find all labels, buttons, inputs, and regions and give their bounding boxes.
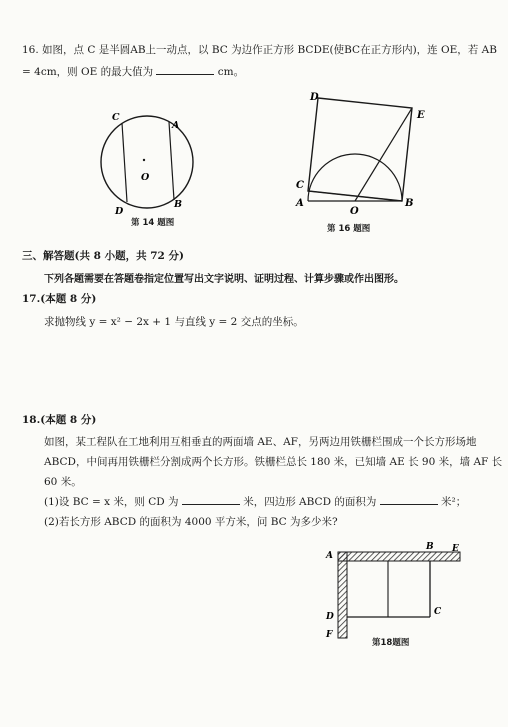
fig14-chord-cd — [122, 123, 127, 202]
figure-14 — [95, 102, 220, 232]
fig16-square — [308, 98, 412, 201]
fig16-label-e: E — [417, 110, 425, 121]
fig18-label-d: D — [326, 612, 334, 622]
fig14-center-dot — [143, 159, 145, 161]
section3-heading: 三、解答题(共 8 小题，共 72 分) — [22, 250, 184, 262]
q16-line2-unit: cm。 — [217, 66, 245, 78]
q18-part1-text-a: (1)设 BC = x 米，则 CD 为 — [44, 496, 179, 508]
q18-part2: (2)若长方形 ABCD 的面积为 4000 平方米，问 BC 为多少米? — [44, 516, 338, 528]
fig14-label-a: A — [172, 120, 180, 131]
fig18-wall-ae — [338, 552, 460, 561]
fig18-label-f: F — [326, 630, 333, 640]
fig16-segment-cb — [308, 191, 402, 201]
fig18-caption: 第18题图 — [372, 638, 410, 648]
section3-instruction: 下列各题需要在答题卷指定位置写出文字说明、证明过程、计算步骤或作出图形。 — [44, 274, 404, 285]
q18-part1-text-b: 米，四边形 ABCD 的面积为 — [243, 496, 377, 508]
q16-answer-blank[interactable] — [156, 64, 214, 75]
q18-line2: ABCD，中间再用铁栅栏分割成两个长方形。铁栅栏总长 180 米，已知墙 AE 长 90 米，墙 AF 长 — [44, 456, 503, 468]
q18-title: 18.(本题 8 分) — [22, 414, 97, 426]
figure-18 — [318, 540, 468, 646]
fig14-label-c: C — [112, 112, 120, 123]
q16-line1: 16. 如图，点 C 是半圆AB上一动点，以 BC 为边作正方形 BCDE(使BC在正方形内)，连 OE，若 AB — [22, 44, 497, 56]
q18-line1: 如图，某工程队在工地利用互相垂直的两面墙 AE、AF，另两边用铁栅栏围成一个长方形场地 — [44, 436, 477, 448]
fig16-caption: 第 16 题图 — [327, 224, 371, 234]
fig14-label-d: D — [115, 206, 124, 217]
fig16-label-o: O — [350, 206, 359, 217]
fig18-label-e: E — [452, 544, 459, 554]
q16-line2-text: = 4cm，则 OE 的最大值为 — [22, 66, 154, 78]
fig18-label-b: B — [426, 542, 434, 552]
q17-title: 17.(本题 8 分) — [22, 293, 97, 305]
fig16-label-a: A — [296, 198, 304, 209]
fig18-wall-af — [338, 552, 347, 638]
q18-area-blank[interactable] — [380, 494, 438, 505]
fig16-label-b: B — [405, 198, 414, 209]
fig18-label-a: A — [326, 551, 333, 561]
q18-part1-text-c: 米²； — [441, 496, 467, 508]
q18-line3: 60 米。 — [44, 476, 82, 488]
figure-16 — [290, 88, 440, 218]
fig16-label-c: C — [296, 180, 304, 191]
q18-part1 — [44, 494, 466, 510]
fig16-label-d: D — [310, 92, 319, 103]
fig18-label-c: C — [434, 607, 442, 617]
q18-cd-blank[interactable] — [182, 494, 240, 505]
fig14-label-b: B — [174, 199, 183, 210]
fig14-caption: 第 14 题图 — [131, 218, 175, 228]
fig14-label-o: O — [141, 172, 150, 183]
q16-line2 — [22, 64, 244, 80]
fig16-semicircle — [308, 154, 402, 201]
fig14-chord-ab — [169, 122, 174, 200]
q17-text: 求抛物线 y = x² − 2x + 1 与直线 y = 2 交点的坐标。 — [44, 316, 304, 328]
